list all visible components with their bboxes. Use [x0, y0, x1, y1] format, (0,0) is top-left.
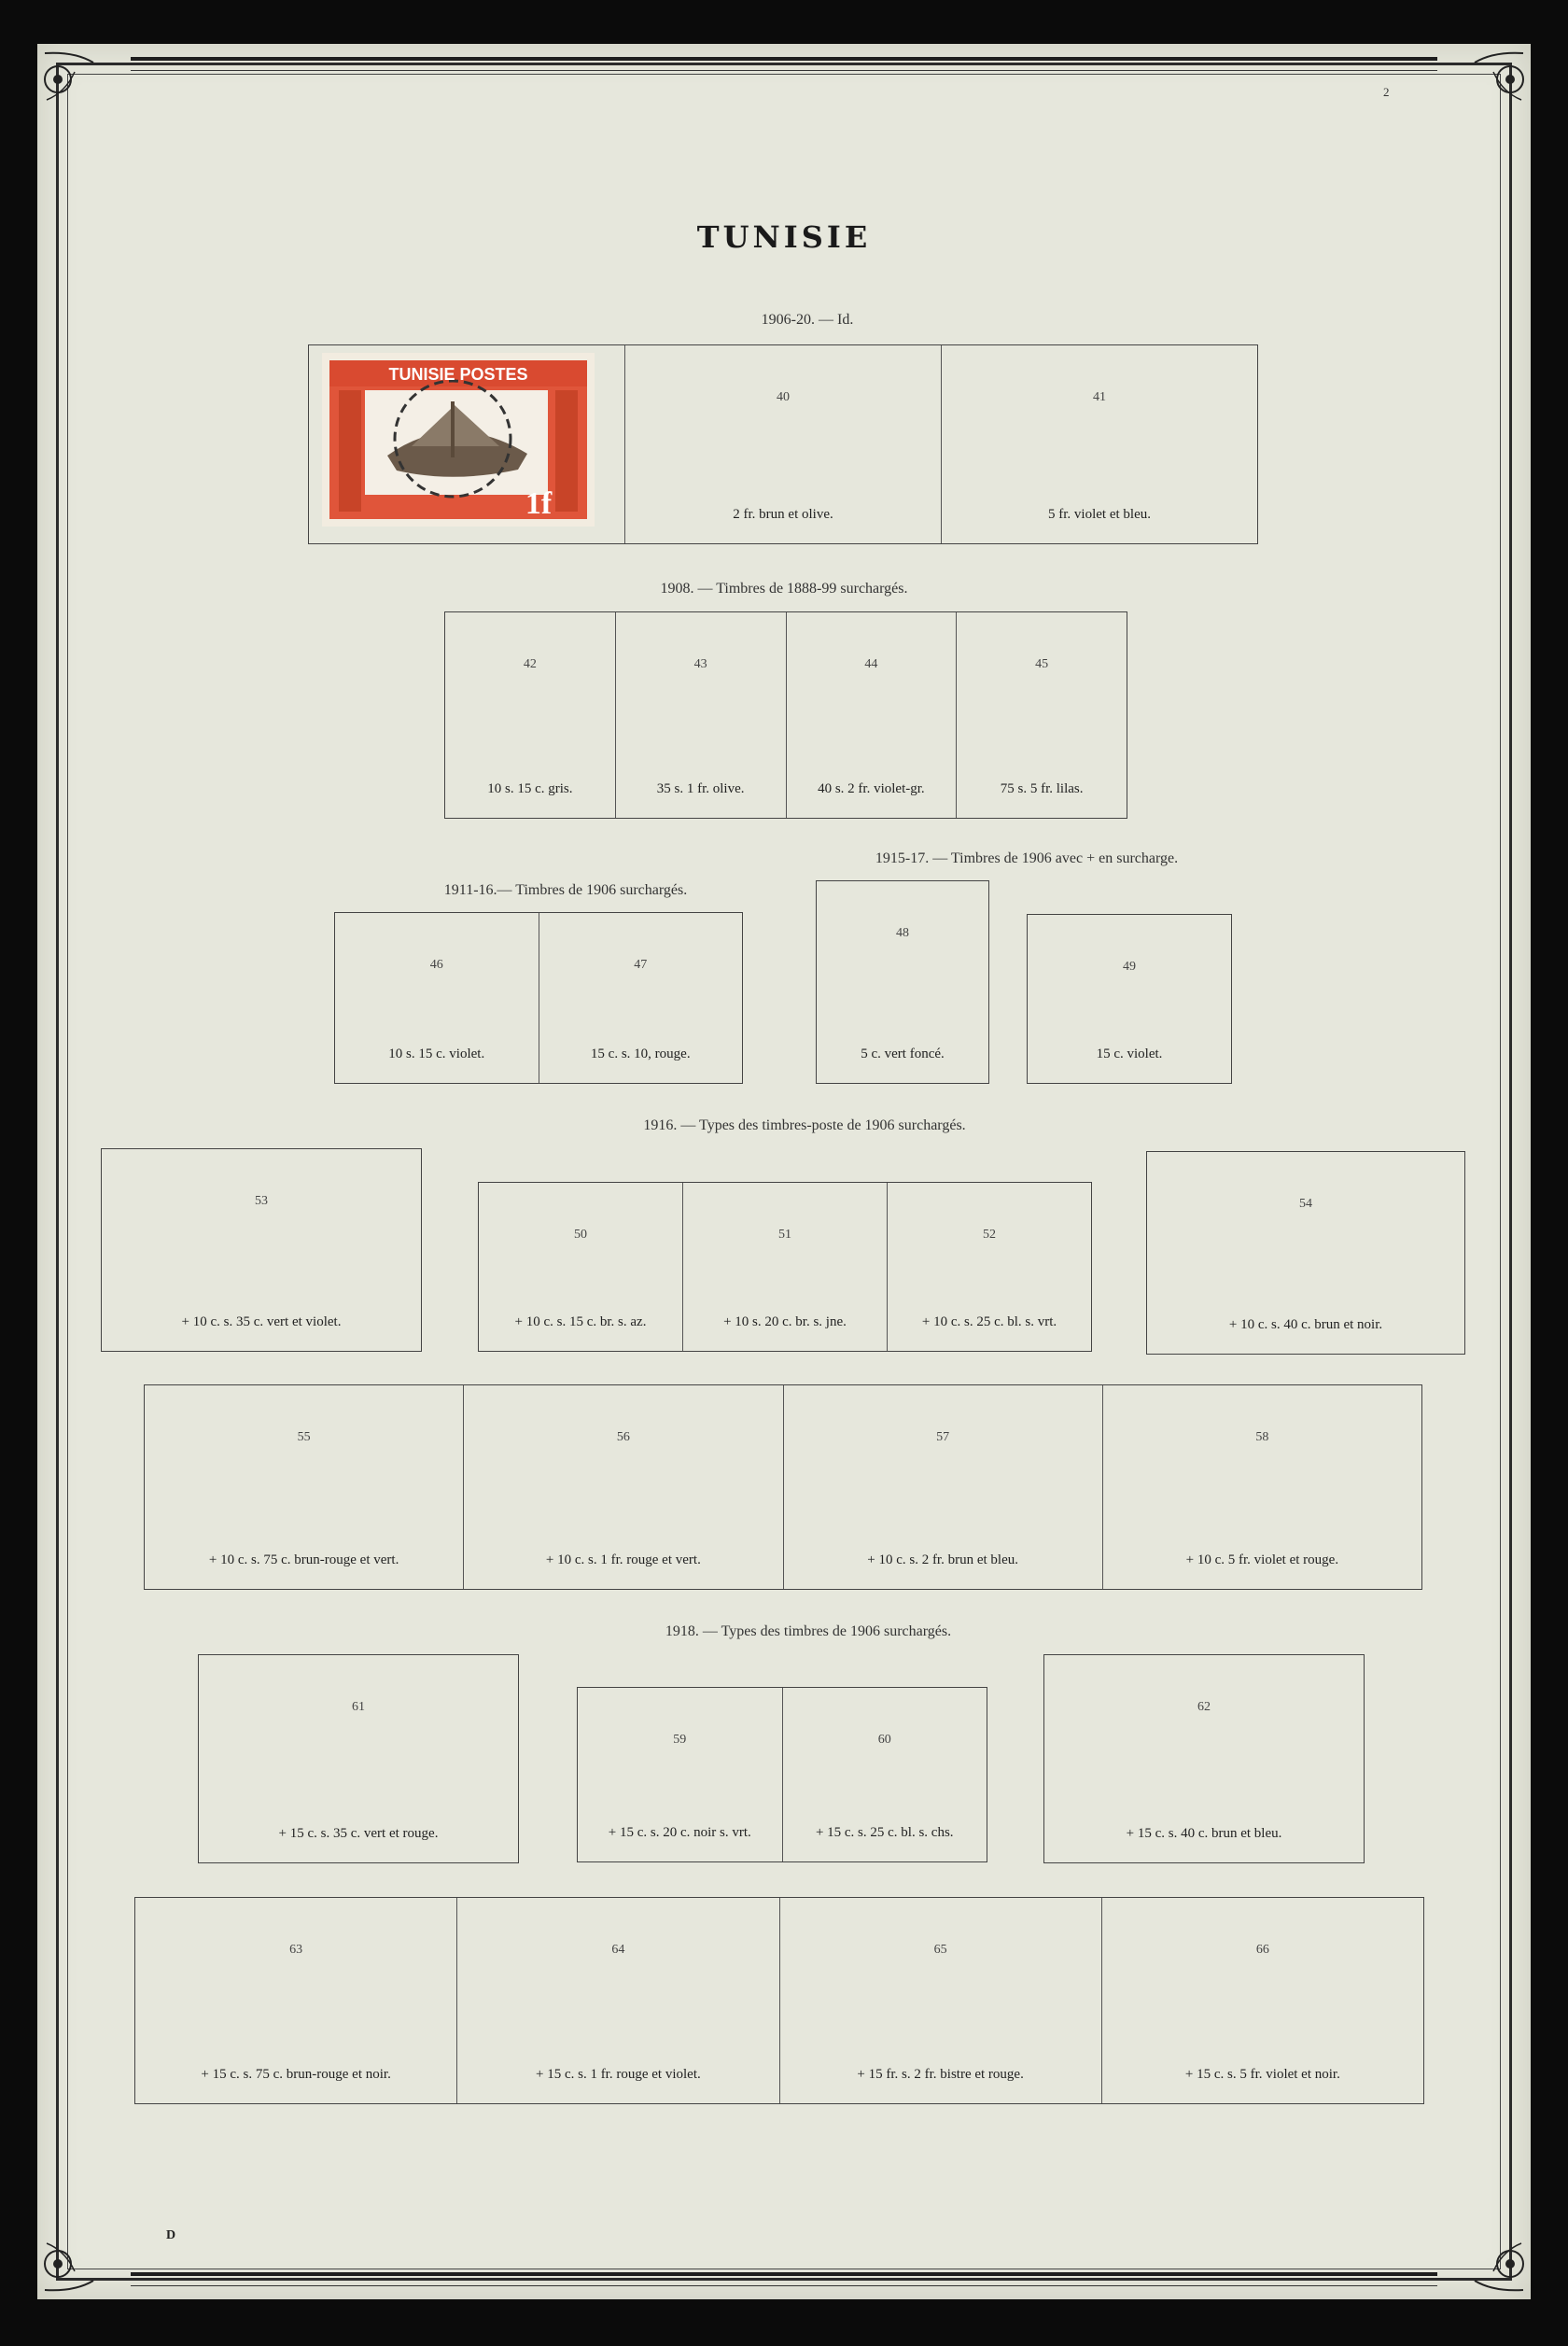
- catalog-number: 40: [777, 390, 790, 404]
- stamp-slot: [887, 1183, 1091, 1351]
- section-caption: 1911-16.— Timbres de 1906 surchargés.: [443, 882, 688, 898]
- stamp-description: 15 c. s. 10, rouge.: [590, 1047, 691, 1061]
- stamp-description: 5 fr. violet et bleu.: [1048, 507, 1151, 522]
- catalog-number: 59: [673, 1733, 687, 1747]
- corner-ornament-icon: [37, 44, 103, 109]
- catalog-number: 52: [983, 1228, 996, 1242]
- stamp-slot: [199, 1655, 518, 1862]
- stamp-value: 1f: [525, 486, 553, 521]
- album-page: [37, 44, 1531, 2299]
- stamp-box: [144, 1384, 1422, 1590]
- stamp-description: 5 c. vert foncé.: [861, 1047, 945, 1061]
- stamp-description: + 15 c. s. 1 fr. rouge et violet.: [535, 2067, 701, 2082]
- stamp-description: + 10 s. 20 c. br. s. jne.: [723, 1314, 847, 1329]
- stamp-box: [134, 1897, 1424, 2104]
- catalog-number: 61: [352, 1700, 365, 1714]
- catalog-number: 45: [1035, 657, 1049, 671]
- section-caption: 1915-17. — Timbres de 1906 avec + en surcharge.: [875, 850, 1179, 866]
- stamp-slot: [1102, 1385, 1421, 1589]
- stamp-slot: [539, 913, 743, 1083]
- catalog-number: 46: [429, 958, 443, 972]
- stamp-slot: [445, 612, 615, 818]
- stamp-slot: [479, 1183, 682, 1351]
- page-number: 2: [1383, 85, 1390, 99]
- catalog-number: 41: [1093, 390, 1106, 404]
- stamp-slot: [1147, 1152, 1464, 1354]
- corner-ornament-icon: [1465, 44, 1531, 109]
- stamp-slot: [786, 612, 957, 818]
- catalog-number: 51: [778, 1228, 791, 1242]
- corner-ornament-icon: [1465, 2234, 1531, 2299]
- stamp-box: [334, 912, 743, 1084]
- stamp-slot: [456, 1898, 778, 2103]
- stamp-slot: [102, 1149, 421, 1351]
- stamp-description: + 15 c. s. 35 c. vert et rouge.: [278, 1826, 439, 1841]
- catalog-number: 58: [1255, 1430, 1269, 1444]
- top-border-band: [131, 57, 1437, 71]
- stamp-slot: [578, 1688, 782, 1861]
- stamp-slot: [1044, 1655, 1364, 1862]
- bottom-border-band: [131, 2272, 1437, 2286]
- stamp-description: + 10 c. s. 75 c. brun-rouge et vert.: [208, 1552, 399, 1567]
- stamp-box: [1043, 1654, 1365, 1863]
- stamp-slot: [682, 1183, 887, 1351]
- catalog-number: 42: [523, 657, 537, 671]
- stamp-description: + 10 c. s. 15 c. br. s. az.: [514, 1314, 647, 1329]
- catalog-number: 44: [864, 657, 878, 671]
- stamp-description: + 15 c. s. 75 c. brun-rouge et noir.: [201, 2067, 391, 2082]
- stamp-description: + 10 c. s. 2 fr. brun et bleu.: [867, 1552, 1018, 1567]
- stamp-box: [1027, 914, 1232, 1084]
- section-caption: 1906-20. — Id.: [761, 312, 854, 328]
- stamp-description: 10 s. 15 c. violet.: [388, 1047, 485, 1061]
- stamp-slot: [941, 345, 1257, 543]
- stamp-image: [322, 353, 595, 527]
- stamp-slot: [782, 1688, 987, 1861]
- catalog-number: 49: [1123, 960, 1136, 974]
- catalog-number: 62: [1197, 1700, 1211, 1714]
- catalog-number: 64: [611, 1943, 625, 1957]
- catalog-number: 65: [933, 1943, 947, 1957]
- catalog-number: 56: [616, 1430, 630, 1444]
- stamp-slot: [335, 913, 539, 1083]
- stamp-slot: [135, 1898, 456, 2103]
- stamp-top-text: TUNISIE POSTES: [388, 365, 528, 384]
- stamp-slot: [956, 612, 1127, 818]
- catalog-number: 54: [1299, 1197, 1312, 1211]
- stamp-description: + 10 c. s. 40 c. brun et noir.: [1228, 1317, 1383, 1332]
- corner-ornament-icon: [37, 2234, 103, 2299]
- stamp-description: 35 s. 1 fr. olive.: [656, 781, 745, 796]
- stamp-slot: [817, 881, 988, 1083]
- section-caption: 1916. — Types des timbres-poste de 1906 surchargés.: [643, 1117, 966, 1133]
- stamp-description: 2 fr. brun et olive.: [733, 507, 833, 522]
- footer-letter: D: [166, 2228, 176, 2242]
- stamp-description: 75 s. 5 fr. lilas.: [1000, 781, 1084, 796]
- stamp-description: + 10 c. s. 1 fr. rouge et vert.: [545, 1552, 701, 1567]
- page-title: TUNISIE: [696, 219, 872, 255]
- catalog-number: 66: [1255, 1943, 1269, 1957]
- stamp-description: + 10 c. 5 fr. violet et rouge.: [1185, 1552, 1339, 1567]
- catalog-number: 48: [896, 926, 909, 940]
- stamp-box: [308, 344, 1258, 544]
- stamp-slot: [779, 1898, 1101, 2103]
- stamp-box: [816, 880, 989, 1084]
- stamp-slot: [615, 612, 786, 818]
- stamp-slot: [463, 1385, 782, 1589]
- catalog-number: 53: [255, 1194, 268, 1208]
- stamp-slot-filled: [309, 345, 624, 543]
- stamp-box: [198, 1654, 519, 1863]
- stamp-description: + 15 fr. s. 2 fr. bistre et rouge.: [857, 2067, 1024, 2082]
- catalog-number: 60: [877, 1733, 891, 1747]
- stamp-description: + 15 c. s. 25 c. bl. s. chs.: [815, 1825, 954, 1840]
- stamp-description: 10 s. 15 c. gris.: [487, 781, 573, 796]
- stamp-description: 40 s. 2 fr. violet-gr.: [818, 781, 925, 796]
- stamp-description: + 15 c. s. 20 c. noir s. vrt.: [608, 1825, 751, 1840]
- stamp-slot: [624, 345, 941, 543]
- stamp-slot: [783, 1385, 1102, 1589]
- stamp-description: + 15 c. s. 5 fr. violet et noir.: [1184, 2067, 1340, 2082]
- stamp-description: 15 c. violet.: [1096, 1047, 1163, 1061]
- section-caption: 1908. — Timbres de 1888-99 surchargés.: [660, 581, 908, 597]
- catalog-number: 47: [634, 958, 648, 972]
- stamp-description: + 10 c. s. 35 c. vert et violet.: [181, 1314, 342, 1329]
- catalog-number: 57: [936, 1430, 950, 1444]
- catalog-number: 63: [289, 1943, 303, 1957]
- stamp-slot: [145, 1385, 463, 1589]
- catalog-number: 43: [693, 657, 707, 671]
- stamp-box: [478, 1182, 1092, 1352]
- stamp-box: [444, 611, 1127, 819]
- catalog-number: 55: [297, 1430, 311, 1444]
- stamp-slot: [1028, 915, 1231, 1083]
- stamp-box: [577, 1687, 987, 1862]
- section-caption: 1918. — Types des timbres de 1906 surchargés.: [665, 1623, 952, 1639]
- stamp-box: [1146, 1151, 1465, 1355]
- stamp-description: + 10 c. s. 25 c. bl. s. vrt.: [921, 1314, 1057, 1329]
- stamp-description: + 15 c. s. 40 c. brun et bleu.: [1126, 1826, 1282, 1841]
- stamp-box: [101, 1148, 422, 1352]
- stamp-slot: [1101, 1898, 1423, 2103]
- catalog-number: 50: [574, 1228, 587, 1242]
